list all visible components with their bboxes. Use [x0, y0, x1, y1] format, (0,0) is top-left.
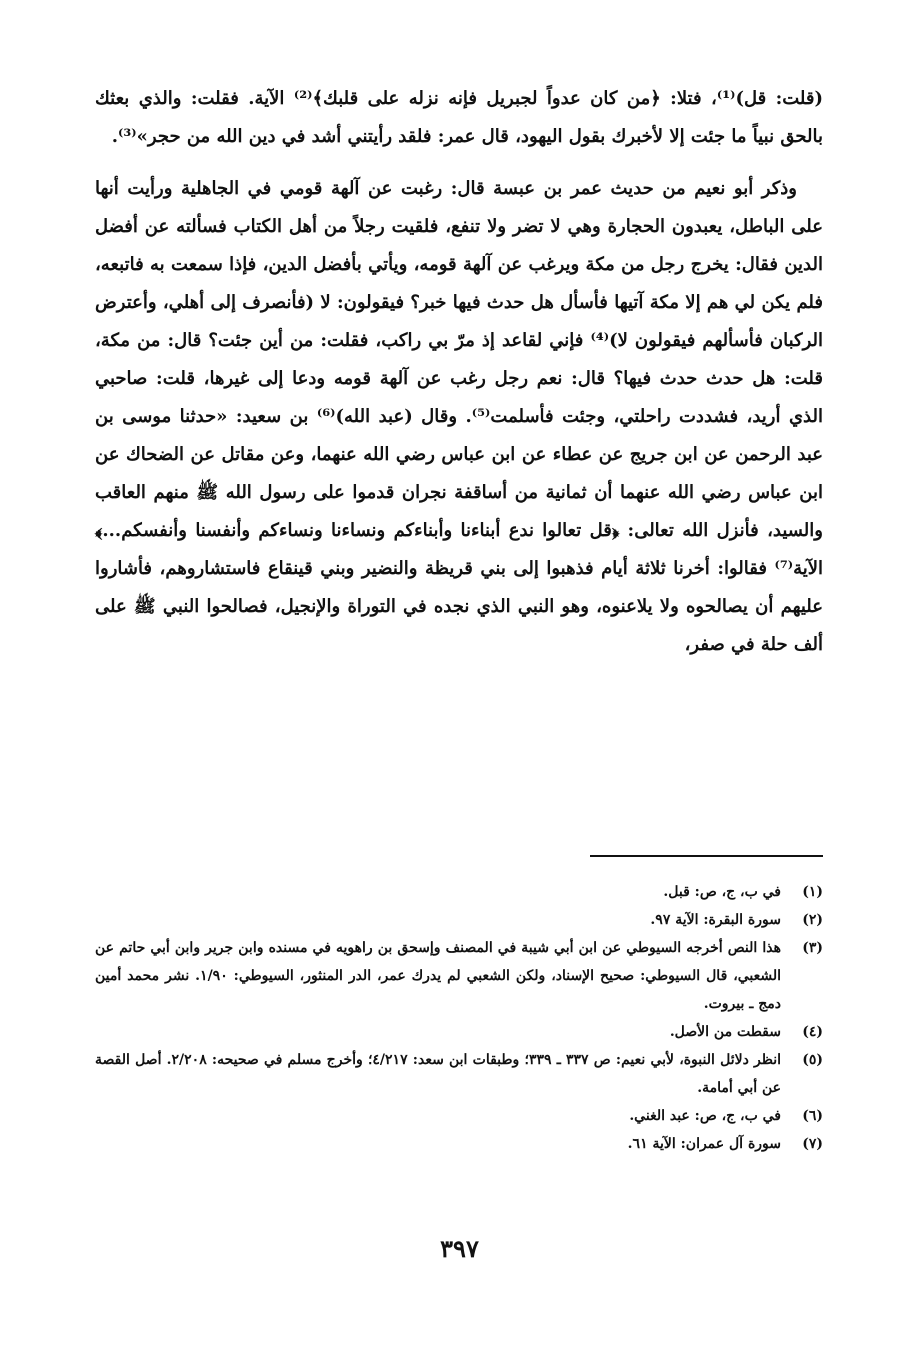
footnote-text: هذا النص أخرجه السيوطي عن ابن أبي شيبة في المصنف وإسحق بن راهويه في مسنده وابن جرير وابن أبي حاتم عن الشعبي، قال السيوطي: صحيح الإسناد، ولكن الشعبي لم يدرك عمر، الدر المنثور، السيوطي: ١/٩٠. نشر محمد أمين دمج ـ بيروت.: [95, 940, 782, 1012]
footnote-2: [95, 906, 823, 934]
footnote-number: (٣): [802, 940, 823, 956]
footnote-number: (٤): [802, 1024, 823, 1040]
footnote-3: [95, 934, 823, 1018]
footnote-text: في ب، ج، ص: عبد الغني.: [629, 1108, 781, 1124]
footnote-text: انظر دلائل النبوة، لأبي نعيم: ص ٣٣٧ ـ ٣٣٩؛ وطبقات ابن سعد: ٤/٢١٧؛ وأخرج مسلم في صحيحه: ٢/٢٠٨. أصل القصة عن أبي أمامة.: [95, 1052, 781, 1096]
footnote-text: سورة آل عمران: الآية ٦١.: [627, 1136, 781, 1152]
footnote-number: (١): [802, 884, 823, 900]
footnote-4: [95, 1018, 823, 1046]
footnote-number: (٧): [802, 1136, 823, 1152]
footnote-7: [95, 1130, 823, 1158]
footnote-separator: [590, 855, 823, 857]
footnote-text: سورة البقرة: الآية ٩٧.: [650, 912, 781, 928]
footnote-1: [95, 878, 823, 906]
footnote-text: في ب، ج، ص: قبل.: [663, 884, 781, 900]
page-number: ٣٩٧: [440, 1234, 479, 1263]
footnote-number: (٢): [802, 912, 823, 928]
body-paragraph-2: وذكر أبو نعيم من حديث عمر بن عبسة قال: رغبت عن آلهة قومي في الجاهلية ورأيت أنها على الباطل، يعبدون الحجارة وهي لا تضر ولا تنفع، فلقيت رجلاً من أهل الكتاب فسألته عن أفضل الدين فقال: يخرج رجل من مكة ويرغب عن آلهة قومه، ويأتي بأفضل الدين، فإذا سمعت به فاتبعه، فلم يكن لي هم إلا مكة آتيها فأسأل هل حدث فيها خبر؟ فيقولون: لا (فأنصرف إلى أهلي، وأعترض الركبان فأسألهم فيقولون لا)⁽⁴⁾ فإني لقاعد إذ مرّ بي راكب، فقلت: من أين جئت؟ قال: من مكة، قلت: هل حدث حدث فيها؟ قال: نعم رجل رغب عن آلهة قومه ودعا إلى غيرها، قلت: صاحبي الذي أريد، فشددت راحلتي، وجئت فأسلمت⁽⁵⁾. وقال (عبد الله)⁽⁶⁾ بن سعيد: «حدثنا موسى بن عبد الرحمن عن ابن جريج عن عطاء عن ابن عباس رضي الله عنهما، وعن مقاتل عن الضحاك عن ابن عباس رضي الله عنهما أن ثمانية من أساقفة نجران قدموا على رسول الله ﷺ منهم العاقب والسيد، فأنزل الله تعالى: ﴿قل تعالوا ندع أبناءنا وأبناءكم ونساءنا ونساءكم وأنفسنا وأنفسكم...﴾ الآية⁽⁷⁾ فقالوا: أخرنا ثلاثة أيام فذهبوا إلى بني قريظة والنضير وبني قينقاع فاستشاروهم، فأشاروا عليهم أن يصالحوه ولا يلاعنوه، وهو النبي الذي نجده في التوراة والإنجيل، فصالحوا النبي ﷺ على ألف حلة في صفر،: [95, 178, 823, 655]
footnote-number: (٥): [802, 1052, 823, 1068]
footnote-text: سقطت من الأصل.: [669, 1024, 781, 1040]
footnote-5: [95, 1046, 823, 1102]
main-body-text: [95, 80, 823, 664]
footnote-6: [95, 1102, 823, 1130]
body-paragraph-1: (قلت: قل)⁽¹⁾، فتلا: ﴿من كان عدواً لجبريل فإنه نزله على قلبك﴾⁽²⁾ الآية. فقلت: والذي بعثك بالحق نبياً ما جئت إلا لأخبرك بقول اليهود، قال عمر: فلقد رأيتني أشد في دين الله من حجر»⁽³⁾.: [95, 88, 824, 147]
footnotes: [95, 878, 823, 1158]
footnote-number: (٦): [802, 1108, 823, 1124]
